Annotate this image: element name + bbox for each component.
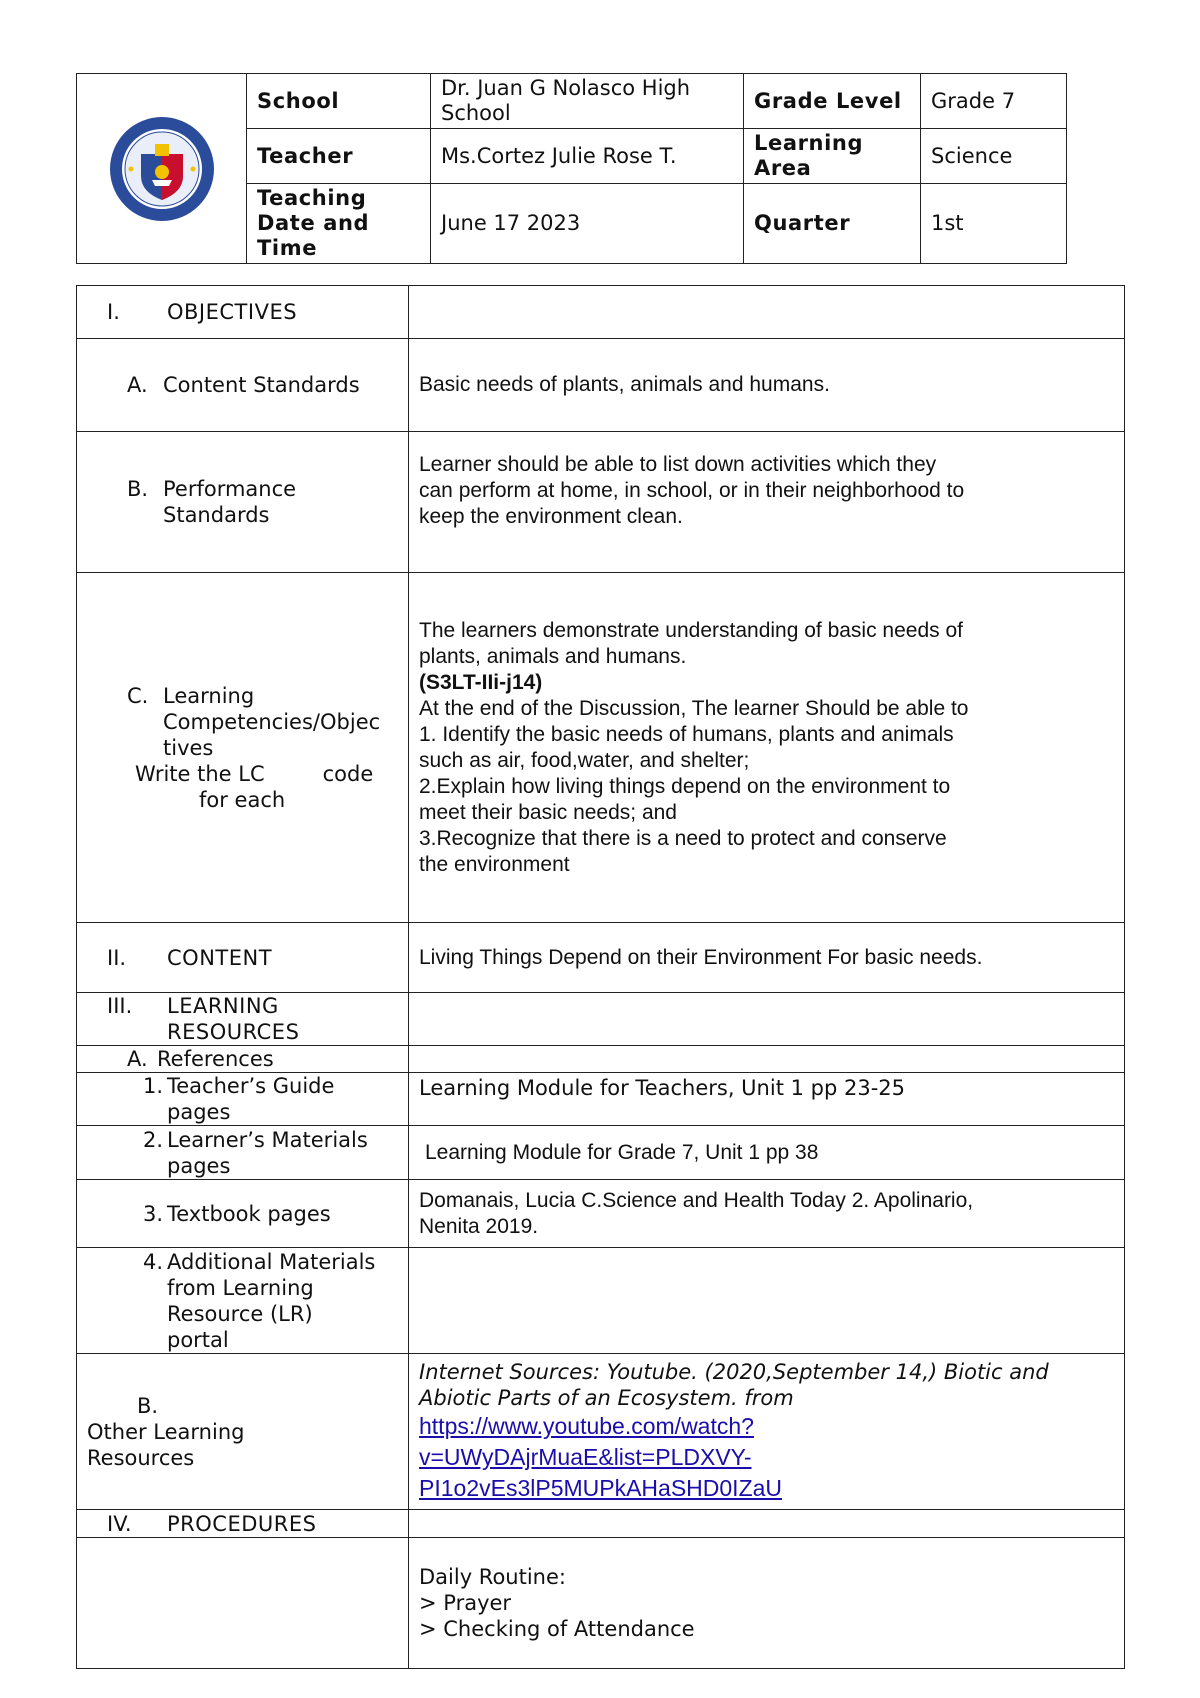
teaching-date-label: Teaching Date and Time <box>247 184 431 264</box>
learning-resources-value <box>409 993 1125 1046</box>
procedures-body-value <box>409 1538 1125 1669</box>
content-value: Living Things Depend on their Environment For basic needs. <box>409 923 1125 993</box>
procedures-heading: IV. PROCEDURES <box>77 1510 409 1538</box>
deped-seal-logo-icon <box>107 114 217 224</box>
content-heading: II. CONTENT <box>77 923 409 993</box>
content-standards-value: Basic needs of plants, animals and humans. <box>409 339 1125 432</box>
objectives-heading: I. OBJECTIVES <box>77 286 409 339</box>
table-row <box>77 1073 1125 1126</box>
table-row <box>77 993 1125 1046</box>
daily-routine-title: Daily Routine: <box>419 1565 566 1589</box>
table-row <box>77 1126 1125 1180</box>
content-standards-label: A. Content Standards <box>77 339 409 432</box>
procedures-body-label <box>77 1538 409 1669</box>
table-row <box>77 923 1125 993</box>
procedures-value <box>409 1510 1125 1538</box>
lesson-plan-table <box>76 285 1125 1669</box>
table-row <box>77 1510 1125 1538</box>
table-row <box>77 1354 1125 1510</box>
teacher-label: Teacher <box>247 129 431 184</box>
grade-level-label: Grade Level <box>744 74 921 129</box>
additional-materials-label: 4. Additional Materials from Learning Resource (LR) portal <box>77 1248 409 1354</box>
other-resources-value: Internet Sources: Youtube. (2020,September 14,) Biotic and Abiotic Parts of an Ecosystem. from https://www.youtube.com/watch? v=UWyDAjrMuaE&list=PLDXVY- PI1o2vEs3lP5MUPkAHaSHD0IZaU <box>409 1354 1125 1510</box>
references-label: A. References <box>77 1046 409 1073</box>
table-row <box>77 1180 1125 1248</box>
grade-level-value: Grade 7 <box>921 74 1067 129</box>
table-row <box>77 286 1125 339</box>
learning-area-value: Science <box>921 129 1067 184</box>
textbook-label: 3. Textbook pages <box>77 1180 409 1248</box>
list-item: > Checking of Attendance <box>419 1617 695 1641</box>
school-label: School <box>247 74 431 129</box>
school-value: Dr. Juan G Nolasco High School <box>431 74 744 129</box>
learners-materials-label: 2. Learner’s Materials pages <box>77 1126 409 1180</box>
objectives-value <box>409 286 1125 339</box>
table-row <box>77 1046 1125 1073</box>
logo-cell <box>77 74 247 264</box>
table-row <box>77 1248 1125 1354</box>
teaching-date-value: June 17 2023 <box>431 184 744 264</box>
performance-standards-value: Learner should be able to list down activities which they can perform at home, in school, or in their neighborhood to keep the environment clean. <box>409 432 1125 573</box>
table-row <box>77 339 1125 432</box>
learning-resources-heading: III. LEARNING RESOURCES <box>77 993 409 1046</box>
teachers-guide-value: Learning Module for Teachers, Unit 1 pp 23-25 <box>409 1073 1125 1126</box>
header-table <box>76 73 1067 264</box>
table-row <box>77 432 1125 573</box>
table-row <box>77 573 1125 923</box>
table-row <box>77 1538 1125 1669</box>
youtube-link[interactable]: https://www.youtube.com/watch? v=UWyDAjrMuaE&list=PLDXVY- PI1o2vEs3lP5MUPkAHaSHD0IZaU <box>419 1413 783 1501</box>
learning-competencies-value: The learners demonstrate understanding of basic needs of plants, animals and humans. (S3LT-IIi-j14) At the end of the Discussion, The learner Should be able to 1. Identify the basic needs of humans, plants and animals such as air, food,water, and shelter; 2.Explain how living things depend on the environment to meet their basic needs; and 3.Recognize that there is a need to protect and conserve the environment <box>409 573 1125 923</box>
performance-standards-label: B. Performance Standards <box>77 432 409 573</box>
list-item: > Prayer <box>419 1591 512 1615</box>
teacher-value: Ms.Cortez Julie Rose T. <box>431 129 744 184</box>
learning-area-label: Learning Area <box>744 129 921 184</box>
learners-materials-value: Learning Module for Grade 7, Unit 1 pp 38 <box>409 1126 1125 1180</box>
quarter-value: 1st <box>921 184 1067 264</box>
learning-competencies-label: C. Learning Competencies/Objec tives Write the LC code for each <box>77 573 409 923</box>
textbook-value: Domanais, Lucia C.Science and Health Today 2. Apolinario, Nenita 2019. <box>409 1180 1125 1248</box>
other-resources-label: B. Other Learning Resources <box>77 1354 409 1510</box>
teachers-guide-label: 1. Teacher’s Guide pages <box>77 1073 409 1126</box>
references-value <box>409 1046 1125 1073</box>
quarter-label: Quarter <box>744 184 921 264</box>
additional-materials-value <box>409 1248 1125 1354</box>
